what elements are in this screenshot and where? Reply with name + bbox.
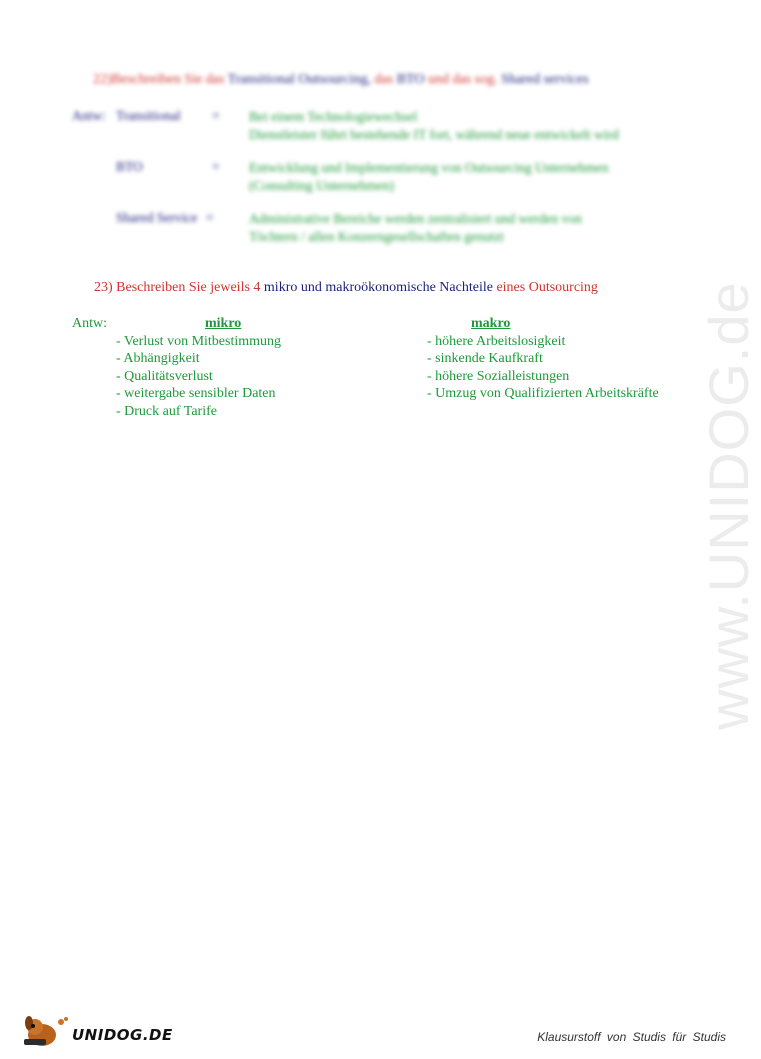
list-item: - Qualitätsverlust — [116, 368, 213, 384]
answer-22-label: Antw: — [72, 108, 106, 123]
unidog-logo — [20, 1013, 173, 1049]
document-page: 22)Beschreiben Sie das Transitional Outsourcing, das BTO und das sog. Shared services Antw: Transitional = Bei einem Technologiewechsel Dienstleister führt bestehende IT fort, während neue entwickelt wird BTO = Entwicklung und Implementierung von Outsourcing Unternehmen (Consulting Unternehmen) Shared Service = Administrative Bereiche werden zentralisiert und werden von Töchtern / allen Konzerngesellschaften genutzt 23) Beschreiben Sie jeweils 4 mikro und makroökonomische Nachteile eines Outsourcing Antw: mikro makro - Verlust von Mitbestimmung - Abhängigkeit - Qualitätsverlust - weitergabe sensibler Daten - Druck auf Tarife - höhere Arbeitslosigkeit - sinkende Kaufkraft - höhere Sozialleistungen - Umzug von Qualifizierten Arbeitskräfte www.UNIDOG.de UNIDOG.DE Klausurstoff von Studis für Studis — [0, 0, 750, 1059]
list-item: - Abhängigkeit — [116, 351, 200, 367]
makro-list — [427, 333, 659, 403]
list-item: - höhere Sozialleistungen — [427, 368, 570, 384]
question-22-title: 22)Beschreiben Sie das Transitional Outsourcing, das BTO und das sog. Shared services — [93, 72, 589, 87]
watermark: www.UNIDOG.de — [697, 281, 760, 730]
footer-tagline: Klausurstoff von Studis für Studis — [537, 1030, 726, 1044]
list-item: - Umzug von Qualifizierten Arbeitskräfte — [427, 386, 659, 402]
list-item: - sinkende Kaufkraft — [427, 351, 543, 367]
logo-text: UNIDOG.DE — [72, 1026, 173, 1044]
mikro-list — [116, 333, 281, 420]
mikro-heading: mikro — [205, 316, 242, 331]
list-item: - weitergabe sensibler Daten — [116, 386, 276, 402]
makro-heading: makro — [471, 316, 511, 331]
list-item: - Druck auf Tarife — [116, 403, 217, 419]
question-23-title: 23) Beschreiben Sie jeweils 4 mikro und makroökonomische Nachteile eines Outsourcing — [94, 280, 598, 295]
list-item: - höhere Arbeitslosigkeit — [427, 334, 566, 349]
list-item: - Verlust von Mitbestimmung — [116, 334, 282, 349]
answer-23-label: Antw: — [72, 316, 107, 331]
